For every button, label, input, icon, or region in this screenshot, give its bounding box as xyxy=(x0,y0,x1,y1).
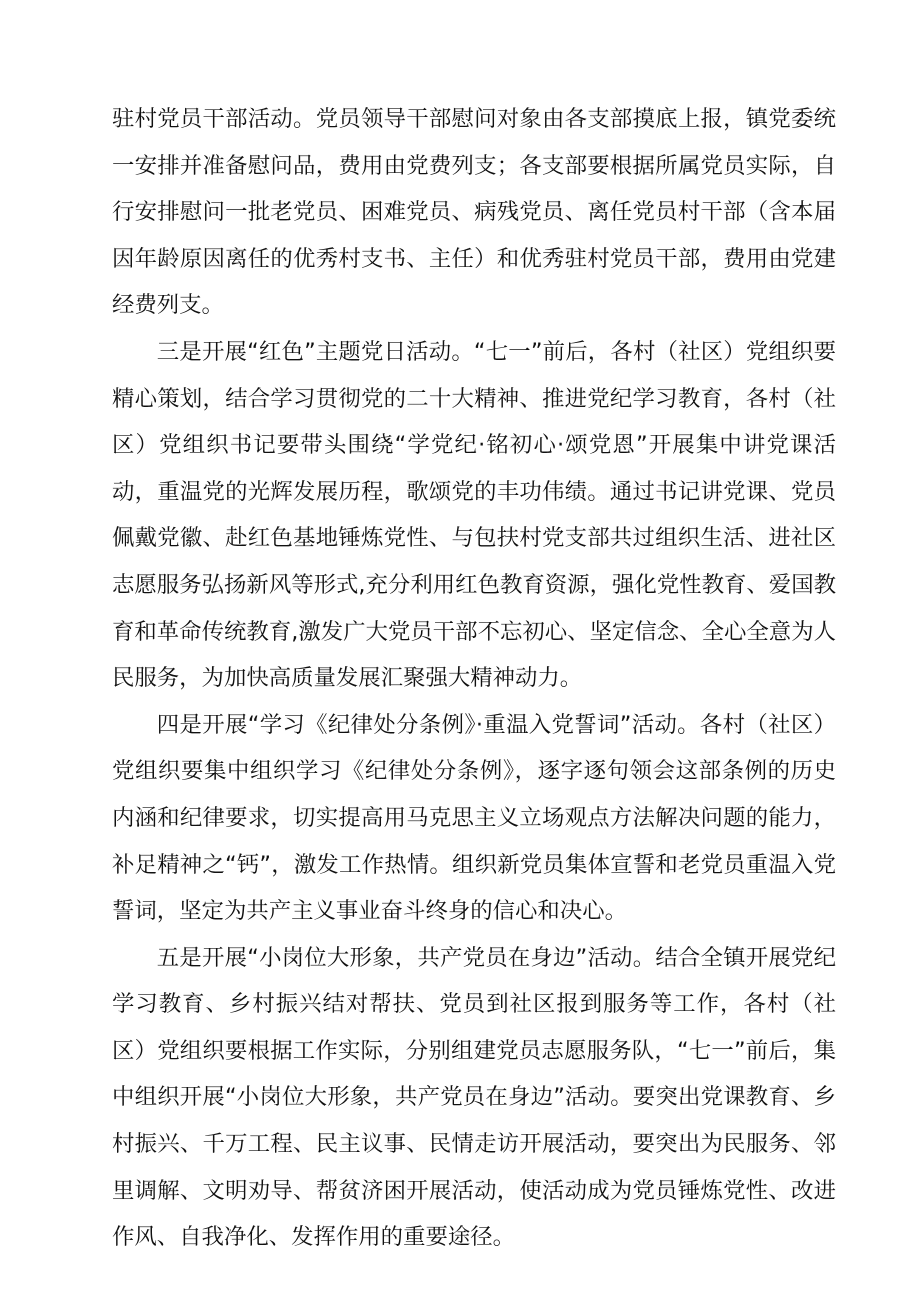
paragraph-small-post-big-image: 五是开展“小岗位大形象，共产党员在身边”活动。结合全镇开展党纪学习教育、乡村振兴结对帮扶、党员到社区报到服务等工作，各村（社区）党组织要根据工作实际，分别组建党员志愿服务队，“七一”前后，集中组织开展“小岗位大形象，共产党员在身边”活动。要突出党课教育、乡村振兴、千万工程、民主议事、民情走访开展活动，要突出为民服务、邻里调解、文明劝导、帮贫济困开展活动，使活动成为党员锤炼党性、改进作风、自我净化、发挥作用的重要途径。 xyxy=(112,944,836,1251)
paragraph-red-theme-party-day: 三是开展“红色”主题党日活动。“七一”前后，各村（社区）党组织要精心策划，结合学习贯彻党的二十大精神、推进党纪学习教育，各村（社区）党组织书记要带头围绕“学党纪·铭初心·颂党恩”开展集中讲党课活动，重温党的光辉发展历程，歌颂党的丰功伟绩。通过书记讲党课、党员佩戴党徽、赴红色基地锤炼党性、与包扶村党支部共过组织生活、进社区志愿服务弘扬新风等形式,充分利用红色教育资源，强化党性教育、爱国教育和革命传统教育,激发广大党员干部不忘初心、坚定信念、全心全意为人民服务，为加快高质量发展汇聚强大精神动力。 xyxy=(112,338,836,692)
document-page xyxy=(112,96,836,1261)
paragraph-discipline-regulations-study: 四是开展“学习《纪律处分条例》·重温入党誓词”活动。各村（社区）党组织要集中组织学习《纪律处分条例》，逐字逐句领会这部条例的历史内涵和纪律要求，切实提高用马克思主义立场观点方法解决问题的能力，补足精神之“钙”，激发工作热情。组织新党员集体宣誓和老党员重温入党誓词，坚定为共产主义事业奋斗终身的信心和决心。 xyxy=(112,711,836,925)
paragraph-continuation: 驻村党员干部活动。党员领导干部慰问对象由各支部摸底上报，镇党委统一安排并准备慰问品，费用由党费列支；各支部要根据所属党员实际，自行安排慰问一批老党员、困难党员、病残党员、离任党员村干部（含本届因年龄原因离任的优秀村支书、主任）和优秀驻村党员干部，费用由党建经费列支。 xyxy=(112,106,836,319)
